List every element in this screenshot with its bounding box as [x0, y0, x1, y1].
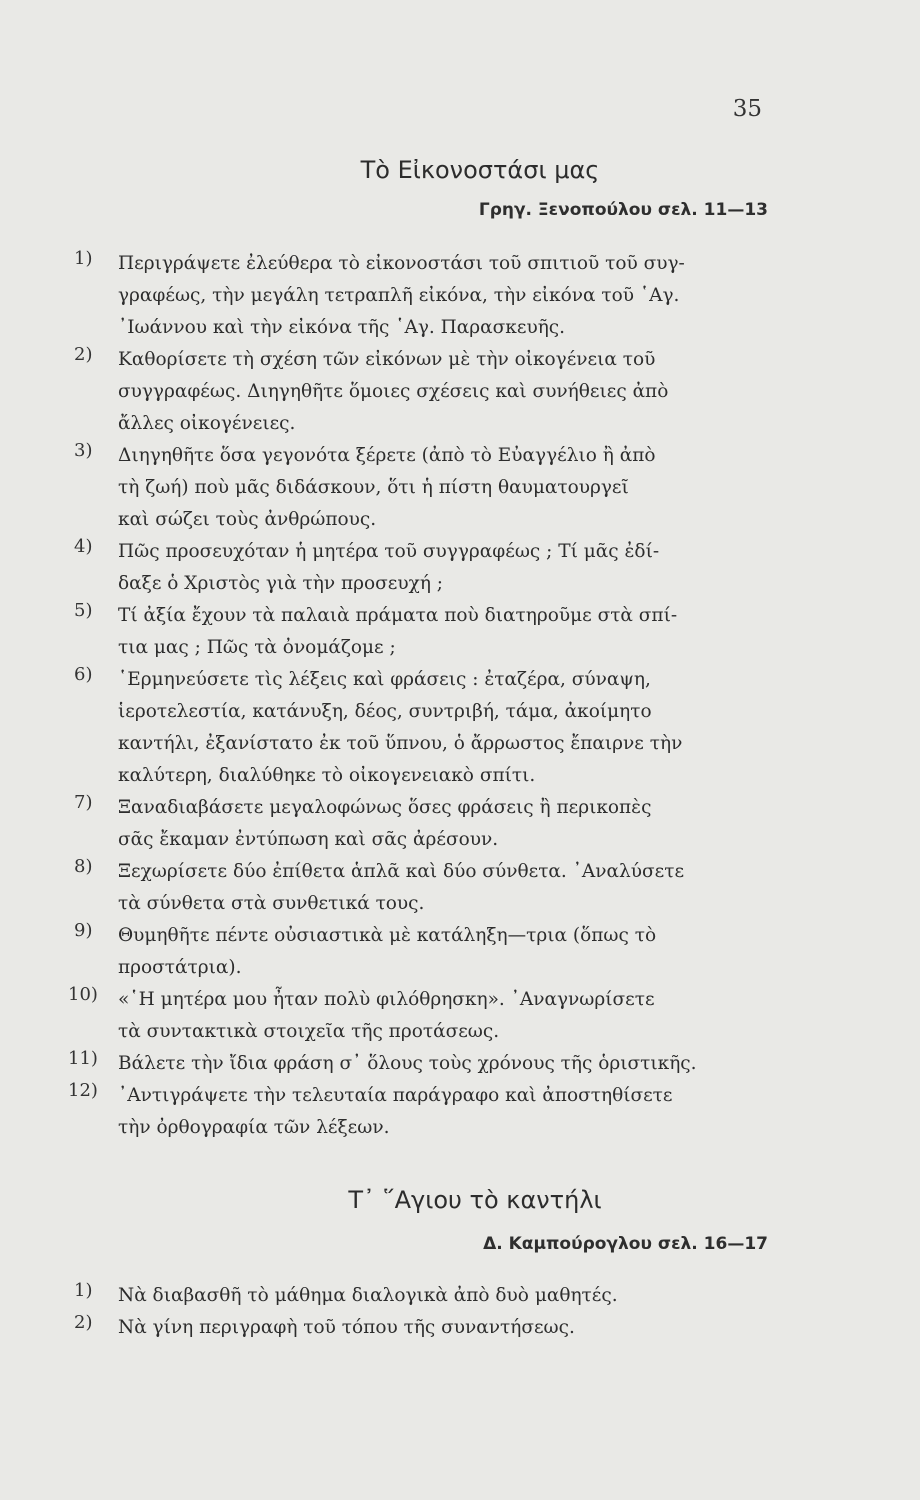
- section-title: Τ᾽ ῞Αγιου τὸ καντήλι: [348, 1186, 602, 1214]
- text-line: ᾽Αντιγράψετε τὴν τελευταία παράγραφο καὶ ἀποστηθίσετε: [118, 1085, 673, 1106]
- item-number: 7): [74, 792, 93, 813]
- page-number: 35: [732, 96, 762, 122]
- text-line: ἱεροτελεστία, κατάνυξη, δέος, συντριβή, τάμα, ἀκοίμητο: [118, 701, 652, 722]
- list-item: [68, 1048, 774, 1080]
- list-item: [74, 600, 774, 664]
- item-text: [118, 1048, 774, 1080]
- list-item: [74, 344, 774, 440]
- item-text: [118, 1080, 774, 1144]
- text-line: Βάλετε τὴν ἴδια φράση σ᾽ ὅλους τοὺς χρόνους τῆς ὁριστικῆς.: [118, 1053, 697, 1074]
- exercise-list: [74, 1280, 774, 1344]
- item-number: 5): [74, 600, 93, 621]
- item-number: 4): [74, 536, 93, 557]
- text-line: σᾶς ἔκαμαν ἐντύπωση καὶ σᾶς ἀρέσουν.: [118, 829, 499, 850]
- text-line: Ξαναδιαβάσετε μεγαλοφώνως ὅσες φράσεις ἢ περικοπὲς: [118, 797, 652, 818]
- list-item: [74, 440, 774, 536]
- section-title: Τὸ Εἰκονοστάσι μας: [360, 156, 600, 184]
- list-item: [68, 1080, 774, 1144]
- list-item: [68, 984, 774, 1048]
- item-number: 3): [74, 440, 93, 461]
- text-line: τὴν ὀρθογραφία τῶν λέξεων.: [118, 1117, 390, 1138]
- text-line: καντήλι, ἐξανίστατο ἐκ τοῦ ὕπνου, ὁ ἄρρωστος ἔπαιρνε τὴν: [118, 733, 683, 754]
- text-line: ἄλλες οἰκογένειες.: [118, 413, 296, 434]
- text-line: Πῶς προσευχόταν ἡ μητέρα τοῦ συγγραφέως ; Τί μᾶς ἐδί-: [118, 541, 660, 562]
- text-line: Περιγράψετε ἐλεύθερα τὸ εἰκονοστάσι τοῦ σπιτιοῦ τοῦ συγ-: [118, 253, 685, 274]
- text-line: ᾽Ιωάννου καὶ τὴν εἰκόνα τῆς ῾Αγ. Παρασκευῆς.: [118, 317, 566, 338]
- text-line: Διηγηθῆτε ὅσα γεγονότα ξέρετε (ἀπὸ τὸ Εὐαγγέλιο ἢ ἀπὸ: [118, 445, 656, 466]
- item-text: [118, 856, 774, 920]
- item-text: [118, 1312, 774, 1344]
- list-item: [74, 536, 774, 600]
- list-item: [74, 664, 774, 792]
- item-text: [118, 248, 774, 344]
- text-line: καλύτερη, διαλύθηκε τὸ οἰκογενειακὸ σπίτι.: [118, 765, 536, 786]
- list-item: [74, 1280, 774, 1312]
- text-line: τια μας ; Πῶς τὰ ὀνομάζομε ;: [118, 637, 396, 658]
- item-number: 2): [74, 1312, 93, 1333]
- item-number: 11): [68, 1048, 98, 1069]
- text-line: τὰ συντακτικὰ στοιχεῖα τῆς προτάσεως.: [118, 1021, 500, 1042]
- text-line: γραφέως, τὴν μεγάλη τετραπλῆ εἰκόνα, τὴν εἰκόνα τοῦ ῾Αγ.: [118, 285, 680, 306]
- text-line: Νὰ γίνη περιγραφὴ τοῦ τόπου τῆς συναντήσεως.: [118, 1317, 575, 1338]
- item-number: 9): [74, 920, 93, 941]
- list-item: [74, 856, 774, 920]
- text-line: Ξεχωρίσετε δύο ἐπίθετα ἁπλᾶ καὶ δύο σύνθετα. ᾽Αναλύσετε: [118, 861, 685, 882]
- section-author: Γρηγ. Ξενοπούλου σελ. 11—13: [478, 200, 768, 220]
- text-line: «῾Η μητέρα μου ἦταν πολὺ φιλόθρησκη». ᾽Αναγνωρίσετε: [118, 989, 655, 1010]
- item-text: [118, 600, 774, 664]
- item-number: 8): [74, 856, 93, 877]
- item-text: [118, 920, 774, 984]
- list-item: [74, 792, 774, 856]
- text-line: προστάτρια).: [118, 957, 242, 978]
- item-text: [118, 792, 774, 856]
- text-line: Θυμηθῆτε πέντε οὐσιαστικὰ μὲ κατάληξη—τρια (ὅπως τὸ: [118, 925, 657, 946]
- item-number: 12): [68, 1080, 98, 1101]
- text-line: Καθορίσετε τὴ σχέση τῶν εἰκόνων μὲ τὴν οἰκογένεια τοῦ: [118, 349, 656, 370]
- list-item: [74, 248, 774, 344]
- text-line: τὴ ζωή) ποὺ μᾶς διδάσκουν, ὅτι ἡ πίστη θαυματουργεῖ: [118, 477, 629, 498]
- text-line: δαξε ὁ Χριστὸς γιὰ τὴν προσευχή ;: [118, 573, 444, 594]
- item-number: 10): [68, 984, 98, 1005]
- section-author: Δ. Καμπούρογλου σελ. 16—17: [483, 1234, 768, 1254]
- item-text: [118, 440, 774, 536]
- text-line: ῾Ερμηνεύσετε τὶς λέξεις καὶ φράσεις : ἐταζέρα, σύναψη,: [118, 669, 651, 690]
- item-number: 1): [74, 248, 93, 269]
- text-line: Νὰ διαβασθῆ τὸ μάθημα διαλογικὰ ἀπὸ δυὸ μαθητές.: [118, 1285, 618, 1306]
- item-text: [118, 984, 774, 1048]
- text-line: τὰ σύνθετα στὰ συνθετικά τους.: [118, 893, 425, 914]
- item-text: [118, 664, 774, 792]
- text-line: καὶ σώζει τοὺς ἀνθρώπους.: [118, 509, 377, 530]
- list-item: [74, 920, 774, 984]
- item-number: 2): [74, 344, 93, 365]
- item-text: [118, 344, 774, 440]
- item-number: 6): [74, 664, 93, 685]
- item-number: 1): [74, 1280, 93, 1301]
- exercise-list: [68, 248, 774, 1144]
- item-text: [118, 536, 774, 600]
- item-text: [118, 1280, 774, 1312]
- list-item: [74, 1312, 774, 1344]
- text-line: συγγραφέως. Διηγηθῆτε ὅμοιες σχέσεις καὶ συνήθειες ἀπὸ: [118, 381, 669, 402]
- text-line: Τί ἀξία ἔχουν τὰ παλαιὰ πράματα ποὺ διατηροῦμε στὰ σπί-: [118, 605, 678, 626]
